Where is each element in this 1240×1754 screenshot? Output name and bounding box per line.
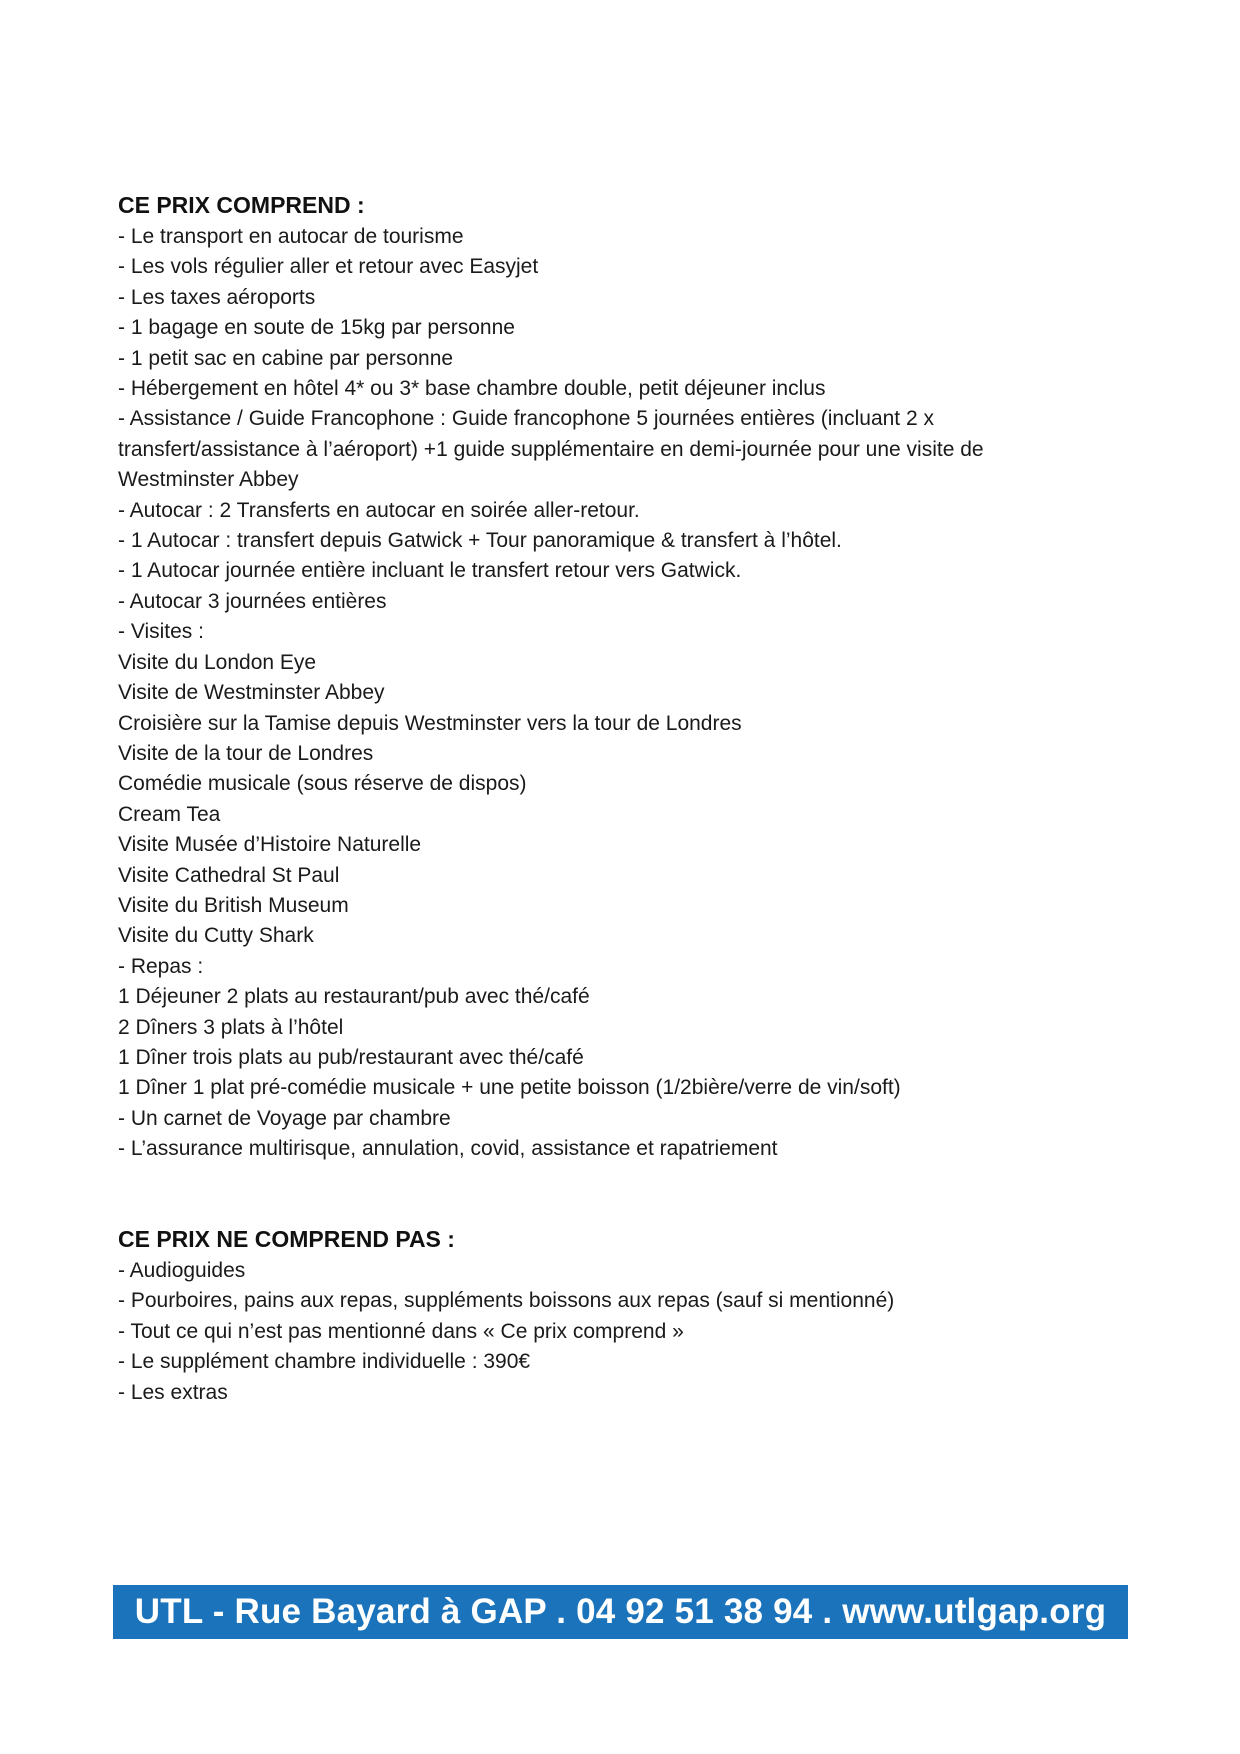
included-item: - 1 petit sac en cabine par personne: [118, 346, 454, 370]
included-item: - Le transport en autocar de tourisme: [118, 225, 464, 248]
excluded-item: - Pourboires, pains aux repas, suppléments boissons aux repas (sauf si mentionné): [118, 1289, 895, 1313]
included-heading: CE PRIX COMPREND :: [118, 192, 365, 218]
excluded-item: - Tout ce qui n’est pas mentionné dans « Ce prix comprend »: [118, 1319, 684, 1343]
included-item: Visite du British Museum: [118, 893, 349, 917]
included-item: 1 Déjeuner 2 plats au restaurant/pub avec thé/café: [118, 985, 590, 1009]
excluded-heading: CE PRIX NE COMPREND PAS :: [118, 1226, 455, 1252]
included-item: - Les taxes aéroports: [118, 285, 316, 309]
included-item: - 1 bagage en soute de 15kg par personne: [118, 316, 515, 340]
footer-contact-text: UTL - Rue Bayard à GAP . 04 92 51 38 94 . www.utlgap.org: [134, 1592, 1107, 1631]
included-item: Westminster Abbey: [118, 468, 299, 492]
excluded-list: [118, 1256, 1118, 1408]
included-item: Visite de la tour de Londres: [118, 741, 374, 765]
included-item: - Visites :: [118, 620, 204, 644]
included-item: transfert/assistance à l’aéroport) +1 guide supplémentaire en demi-journée pour une visite de: [118, 437, 984, 461]
included-item: Visite Musée d’Histoire Naturelle: [118, 833, 422, 857]
included-item: Cream Tea: [118, 802, 221, 826]
included-item: Visite de Westminster Abbey: [118, 681, 385, 705]
excluded-item: - Le supplément chambre individuelle : 390€: [118, 1350, 531, 1374]
excluded-section: [118, 1224, 1118, 1408]
included-item: 2 Dîners 3 plats à l’hôtel: [118, 1015, 344, 1039]
included-item: - 1 Autocar : transfert depuis Gatwick + Tour panoramique & transfert à l’hôtel.: [118, 529, 842, 553]
included-item: - Hébergement en hôtel 4* ou 3* base chambre double, petit déjeuner inclus: [118, 377, 826, 401]
excluded-item: - Les extras: [118, 1380, 228, 1404]
included-item: - Autocar 3 journées entières: [118, 589, 387, 613]
included-item: - L’assurance multirisque, annulation, covid, assistance et rapatriement: [118, 1137, 778, 1161]
excluded-item: - Audioguides: [118, 1259, 246, 1282]
included-item: Visite Cathedral St Paul: [118, 863, 340, 887]
included-item: Visite du London Eye: [118, 650, 317, 674]
included-item: Croisière sur la Tamise depuis Westminster vers la tour de Londres: [118, 711, 742, 735]
included-item: - Repas :: [118, 954, 204, 978]
included-item: - Un carnet de Voyage par chambre: [118, 1106, 451, 1130]
included-item: Visite du Cutty Shark: [118, 924, 314, 948]
included-item: - 1 Autocar journée entière incluant le transfert retour vers Gatwick.: [118, 559, 742, 583]
footer-contact-banner: [113, 1585, 1128, 1639]
included-item: 1 Dîner 1 plat pré-comédie musicale + une petite boisson (1/2bière/verre de vin/soft): [118, 1076, 901, 1100]
included-item: - Autocar : 2 Transferts en autocar en soirée aller-retour.: [118, 498, 640, 522]
included-item: - Les vols régulier aller et retour avec Easyjet: [118, 255, 539, 279]
included-item: 1 Dîner trois plats au pub/restaurant avec thé/café: [118, 1045, 584, 1069]
included-item: Comédie musicale (sous réserve de dispos): [118, 772, 527, 796]
included-section: [118, 190, 1118, 1165]
included-list: [118, 222, 1118, 1165]
included-item: - Assistance / Guide Francophone : Guide francophone 5 journées entières (incluant 2 x: [118, 407, 934, 431]
